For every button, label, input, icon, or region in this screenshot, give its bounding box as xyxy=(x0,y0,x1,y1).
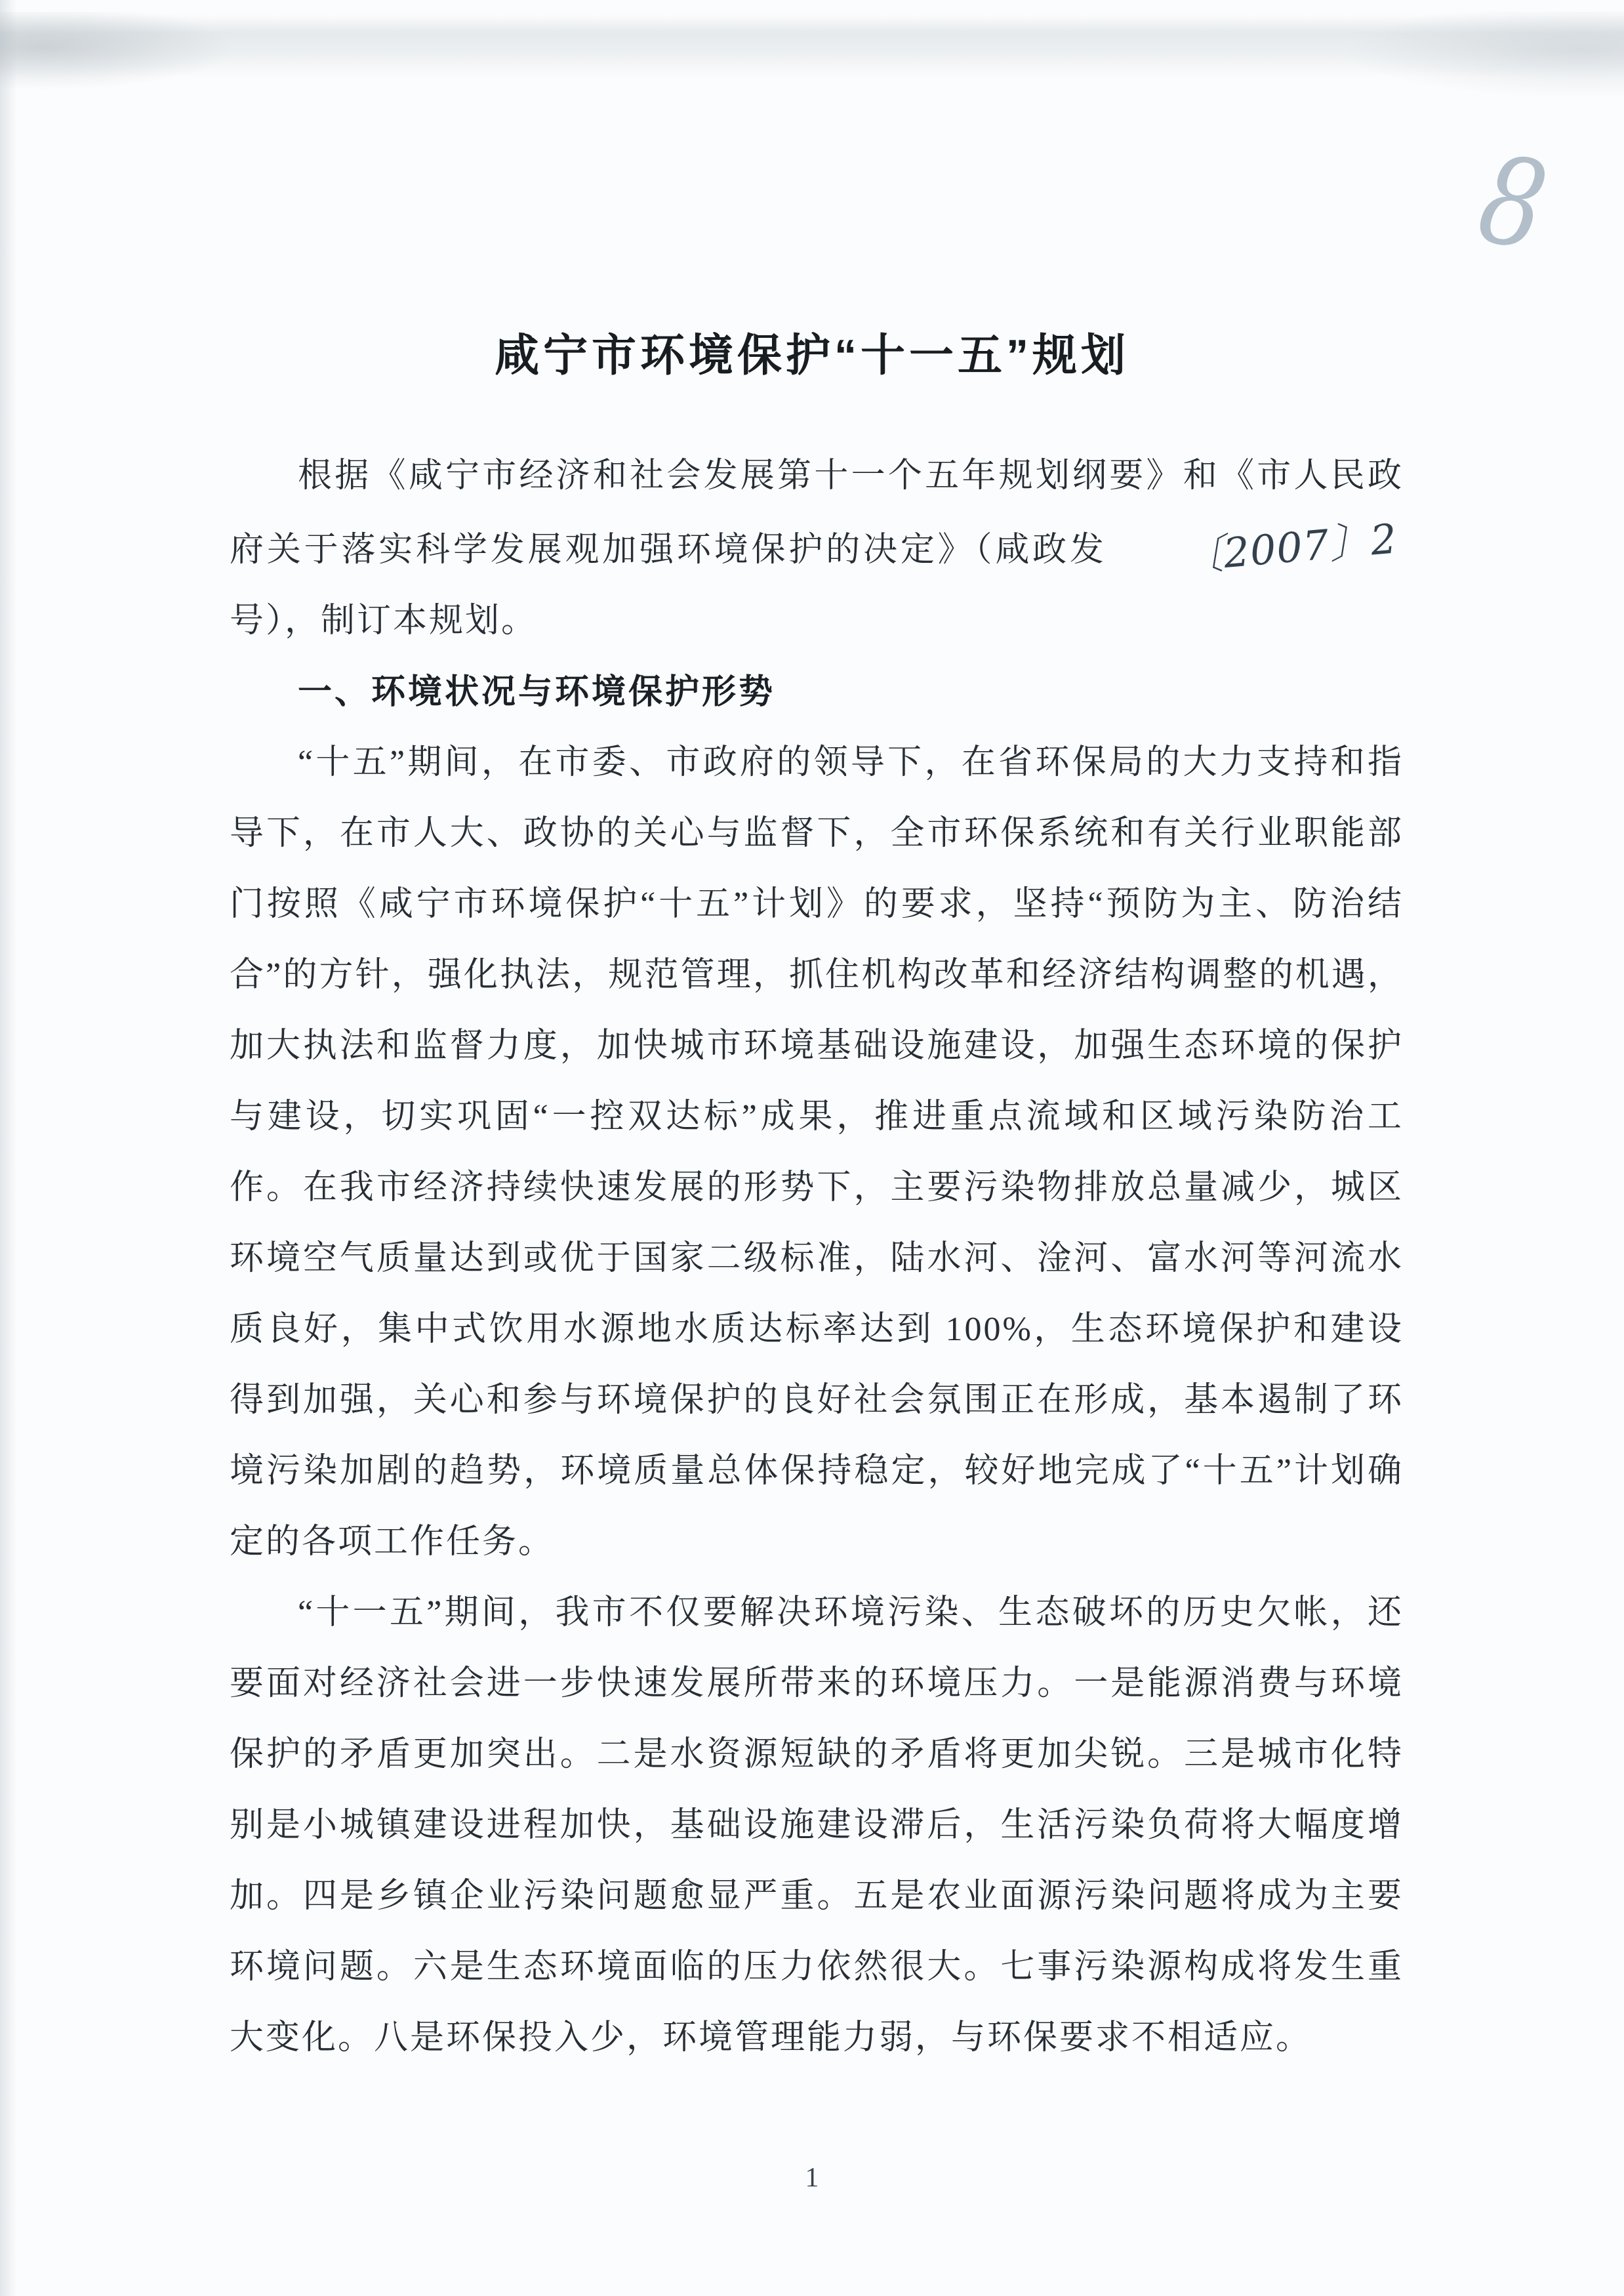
section-paragraph-2: “十一五”期间，我市不仅要解决环境污染、生态破坏的历史欠帐，还要面对经济社会进一步快速发展所带来的环境压力。一是能源消费与环境保护的矛盾更加突出。二是水资源短缺的矛盾将更加尖锐。三是城市化特别是小城镇建设进程加快，基础设施建设滞后，生活污染负荷将大幅度增加。四是乡镇企业污染问题愈显严重。五是农业面源污染问题将成为主要环境问题。六是生态环境面临的压力依然很大。七事污染源构成将发生重大变化。八是环保投入少，环境管理能力弱，与环保要求不相适应。 xyxy=(230,1594,1404,2057)
section-paragraph-1: “十五”期间，在市委、市政府的领导下，在省环保局的大力支持和指导下，在市人大、政协的关心与监督下，全市环保系统和有关行业职能部门按照《咸宁市环境保护“十五”计划》的要求，坚持“预防为主、防治结合”的方针，强化执法，规范管理，抓住机构改革和经济结构调整的机遇，加大执法和监督力度，加快城市环境基础设施建设，加强生态环境的保护与建设，切实巩固“一控双达标”成果，推进重点流域和区域污染防治工作。在我市经济持续快速发展的形势下，主要污染物排放总量减少，城区环境空气质量达到或优于国家二级标准，陆水河、淦河、富水河等河流水质良好，集中式饮用水源地水质达标率达到 100%，生态环境保护和建设得到加强，关心和参与环境保护的良好社会氛围正在形成，基本遏制了环境污染加剧的趋势，环境质量总体保持稳定，较好地完成了“十五”计划确定的各项工作任务。 xyxy=(230,744,1404,1561)
page-number: 1 xyxy=(805,2163,819,2193)
section-heading: 一、环境状况与环境保护形势 xyxy=(298,673,776,711)
scan-smudge-top-right xyxy=(1349,12,1624,97)
document-title: 咸宁市环境保护“十一五”规划 xyxy=(494,331,1129,380)
intro-text-after-number: 号），制订本规划。 xyxy=(230,602,538,640)
handwritten-page-mark: 8 xyxy=(1469,129,1556,278)
intro-text-before-number: 根据《咸宁市经济和社会发展第十一个五年规划纲要》和《市人民政府关于落实科学发展观加强环境保护的决定》（咸政发 xyxy=(230,457,1404,569)
intro-paragraph xyxy=(230,441,1404,657)
handwritten-document-number: 〔2007〕2 xyxy=(1180,514,1399,581)
scan-smudge-top-left xyxy=(0,12,236,91)
document-body xyxy=(230,441,1404,2074)
